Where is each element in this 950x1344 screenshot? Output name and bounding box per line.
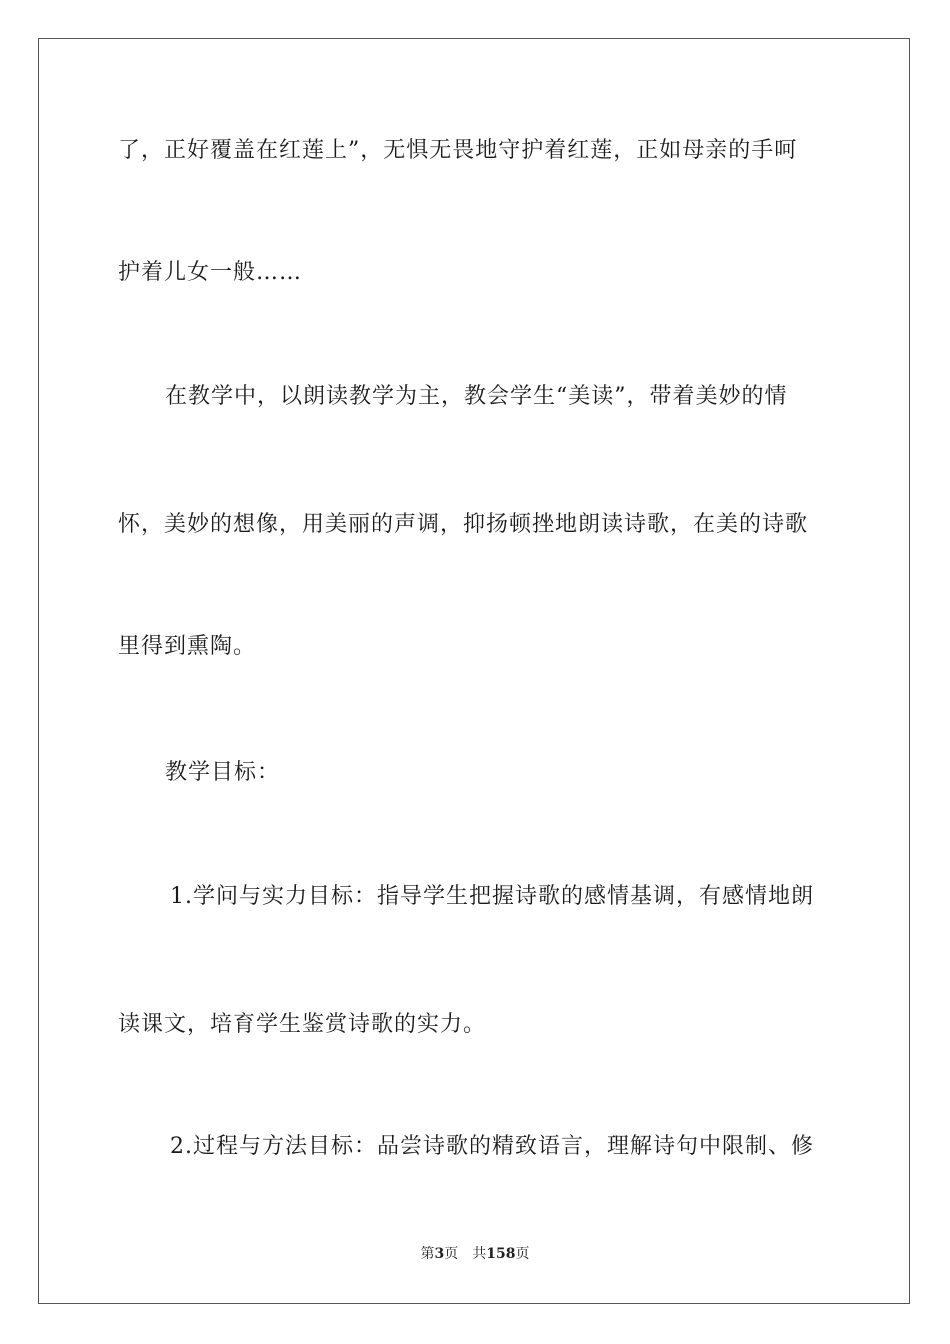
page-footer xyxy=(0,1244,950,1264)
total-pages: 158 xyxy=(486,1246,516,1262)
page-suffix: 页 xyxy=(444,1246,459,1262)
total-suffix: 页 xyxy=(515,1246,530,1262)
text-line-1: 了，正好覆盖在红莲上”，无惧无畏地守护着红莲，正如母亲的手呵 xyxy=(118,138,798,163)
text-line-9: 2.过程与方法目标：品尝诗歌的精致语言，理解诗句中限制、修 xyxy=(170,1134,814,1159)
section-heading-objectives: 教学目标： xyxy=(165,760,281,785)
text-line-7: 1.学问与实力目标：指导学生把握诗歌的感情基调，有感情地朗 xyxy=(170,884,814,909)
text-line-3: 在教学中，以朗读教学为主，教会学生“美读”，带着美妙的情 xyxy=(165,384,788,409)
page-border xyxy=(38,38,910,1304)
text-line-4: 怀，美妙的想像，用美丽的声调，抑扬顿挫地朗读诗歌，在美的诗歌 xyxy=(118,512,809,537)
total-prefix: 共 xyxy=(472,1246,487,1262)
page-number: 3 xyxy=(434,1246,445,1262)
text-line-5: 里得到熏陶。 xyxy=(118,634,257,659)
text-line-8: 读课文，培育学生鉴赏诗歌的实力。 xyxy=(118,1012,487,1037)
page-prefix: 第 xyxy=(420,1246,435,1262)
text-line-2: 护着儿女一般…… xyxy=(118,260,303,285)
